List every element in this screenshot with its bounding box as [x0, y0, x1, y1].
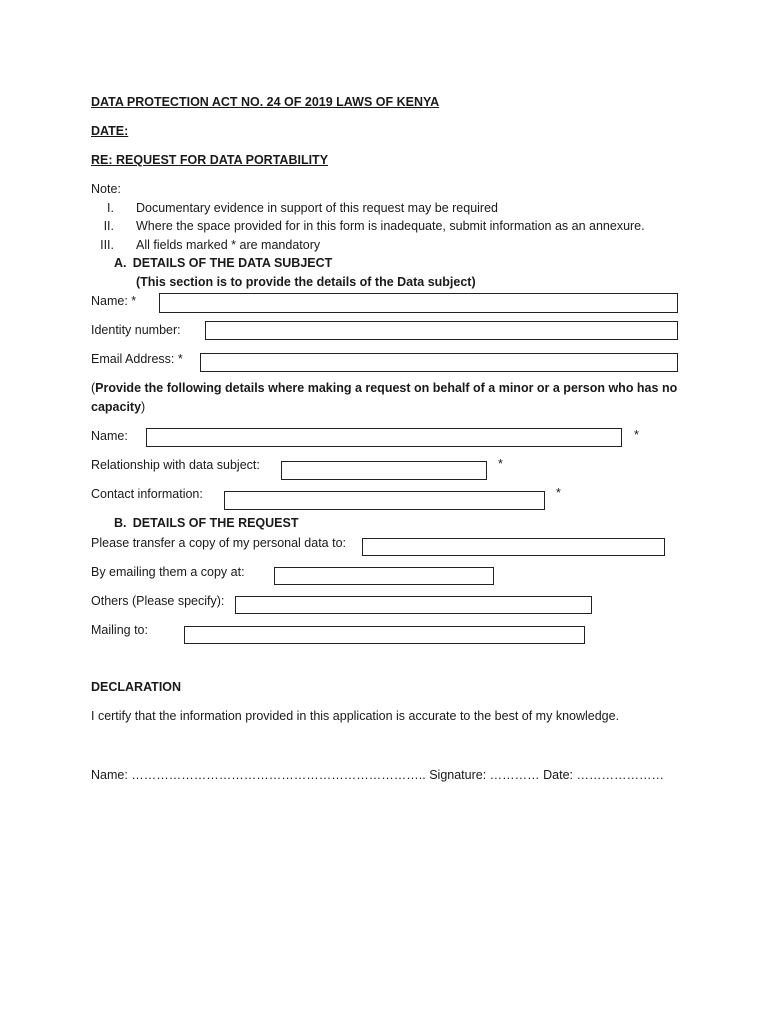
relationship-field[interactable]: [281, 461, 487, 480]
representative-name-field[interactable]: [146, 428, 622, 447]
section-a-subheading: (This section is to provide the details of the Data subject): [136, 275, 476, 289]
subject-name-field[interactable]: [159, 293, 678, 313]
mailing-address-field[interactable]: [184, 626, 585, 644]
behalf-instruction-line2: [91, 399, 145, 415]
behalf-instruction-text: Provide the following details where making a request on behalf of a minor or a person who has no: [95, 381, 678, 395]
declaration-text: I certify that the information provided in this application is accurate to the best of my knowledge.: [91, 709, 620, 723]
others-label: Others (Please specify):: [91, 594, 225, 608]
others-specify-field[interactable]: [235, 596, 592, 614]
date-label: DATE:: [91, 124, 129, 138]
required-asterisk: *: [556, 486, 561, 500]
subject-name-label: Name: *: [91, 294, 137, 308]
note-label: Note:: [91, 182, 121, 196]
note-item-number: I.: [107, 201, 114, 215]
email-address-label: Email Address: *: [91, 352, 183, 366]
open-paren: (: [91, 381, 96, 395]
identity-number-label: Identity number:: [91, 323, 181, 337]
mailing-label: Mailing to:: [91, 623, 148, 637]
contact-information-label: Contact information:: [91, 487, 203, 501]
section-b-heading: B. DETAILS OF THE REQUEST: [114, 516, 299, 530]
emailing-label: By emailing them a copy at:: [91, 565, 245, 579]
relationship-label: Relationship with data subject:: [91, 458, 260, 472]
note-item-text: Where the space provided for in this form is inadequate, submit information as an annexure.: [136, 219, 645, 233]
section-a-heading: A. DETAILS OF THE DATA SUBJECT: [114, 256, 333, 270]
note-item-text: Documentary evidence in support of this request may be required: [136, 201, 498, 215]
re-line: RE: REQUEST FOR DATA PORTABILITY: [91, 153, 329, 167]
declaration-heading: DECLARATION: [91, 680, 182, 694]
required-asterisk: *: [498, 457, 503, 471]
transfer-destination-field[interactable]: [362, 538, 665, 556]
transfer-label: Please transfer a copy of my personal data to:: [91, 536, 346, 550]
behalf-instruction-line1: [91, 380, 677, 396]
signature-line: Name: …………………………………………………………….. Signature: ………… Date: …………………: [91, 768, 664, 782]
behalf-instruction-capacity: capacity: [91, 400, 142, 414]
close-paren: ): [141, 400, 146, 414]
identity-number-field[interactable]: [205, 321, 678, 340]
note-item-number: II.: [103, 219, 114, 233]
note-item-text: All fields marked * are mandatory: [136, 238, 321, 252]
required-asterisk: *: [634, 428, 639, 442]
emailing-address-field[interactable]: [274, 567, 494, 585]
representative-name-label: Name:: [91, 429, 128, 443]
document-title: DATA PROTECTION ACT NO. 24 OF 2019 LAWS OF KENYA: [91, 95, 440, 109]
email-address-field[interactable]: [200, 353, 678, 372]
contact-information-field[interactable]: [224, 491, 545, 510]
note-item-number: III.: [100, 238, 114, 252]
